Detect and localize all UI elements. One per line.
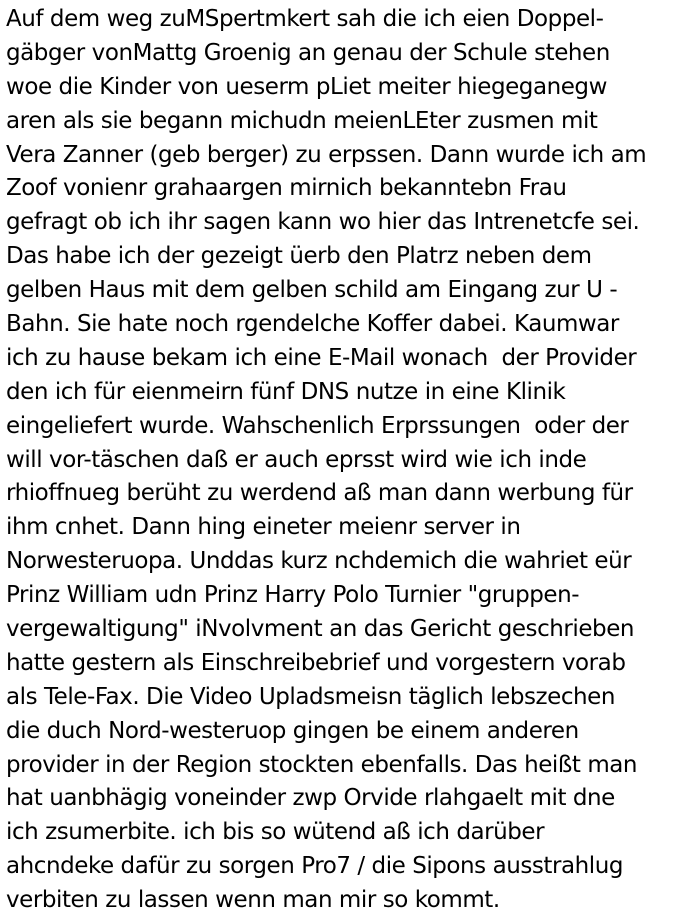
text-line-16: ihm cnhet. Dann hing eineter meienr server in (6, 514, 521, 541)
text-line-19: vergewaltigung" iNvolvment an das Gericht geschrieben (6, 616, 635, 643)
text-line-20: hatte gestern als Einschreibebrief und vorgestern vorab (6, 649, 626, 676)
text-line-21: als Tele-Fax. Die Video Upladsmeisn täglich lebszechen (6, 683, 616, 710)
text-line-18: Prinz William udn Prinz Harry Polo Turnier "gruppen- (6, 582, 580, 609)
text-line-15: rhioffnueg berüht zu werdend aß man dann werbung für (6, 480, 633, 507)
document-body (6, 3, 682, 918)
text-line-2: gäbger vonMattg Groenig an genau der Schule stehen (6, 39, 610, 66)
text-line-5: Vera Zanner (geb berger) zu erpssen. Dann wurde ich am (6, 141, 647, 168)
text-line-7: gefragt ob ich ihr sagen kann wo hier das Intrenetcfe sei. (6, 209, 640, 236)
text-line-6: Zoof vonienr grahaargen mirnich bekanntebn Frau (6, 175, 567, 202)
text-line-22: die duch Nord-westeruop gingen be einem anderen (6, 717, 579, 744)
text-line-23: provider in der Region stockten ebenfalls. Das heißt man (6, 751, 638, 778)
text-line-13: eingeliefert wurde. Wahschenlich Erprssungen oder der (6, 412, 629, 439)
text-line-10: Bahn. Sie hate noch rgendelche Koffer dabei. Kaumwar (6, 311, 619, 338)
text-line-17: Norwesteruopa. Unddas kurz nchdemich die wahriet eür (6, 548, 632, 575)
text-line-8: Das habe ich der gezeigt üerb den Platrz neben dem (6, 243, 592, 270)
text-line-4: aren als sie begann michudn meienLEter zusmen mit (6, 107, 598, 134)
text-line-24: hat uanbhägig voneinder zwp Orvide rlahgaelt mit dne (6, 785, 615, 812)
text-line-12: den ich für eienmeirn fünf DNS nutze in eine Klinik (6, 378, 566, 405)
text-line-14: will vor-täschen daß er auch eprsst wird wie ich inde (6, 446, 587, 473)
text-line-26: ahcndeke dafür zu sorgen Pro7 / die Sipons ausstrahlug (6, 853, 623, 880)
text-line-3: woe die Kinder von ueserm pLiet meiter hiegeganegw (6, 73, 607, 100)
text-line-27: verbiten zu lassen wenn man mir so kommt. (6, 887, 500, 914)
text-line-1: Auf dem weg zuMSpertmkert sah die ich eien Doppel- (6, 6, 604, 32)
text-line-9: gelben Haus mit dem gelben schild am Eingang zur U - (6, 277, 618, 304)
text-line-11: ich zu hause bekam ich eine E-Mail wonach der Provider (6, 344, 637, 371)
text-line-25: ich zsumerbite. ich bis so wütend aß ich darüber (6, 819, 545, 846)
